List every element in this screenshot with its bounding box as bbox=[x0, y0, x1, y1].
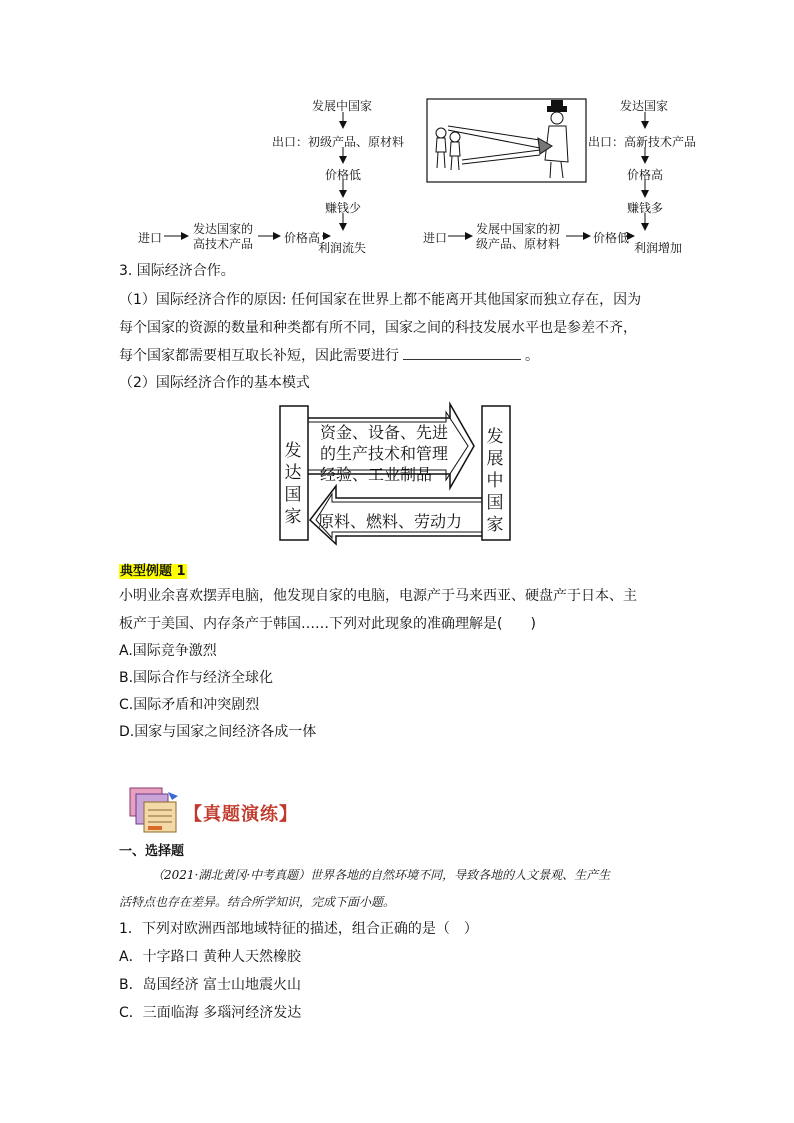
practice-option-b[interactable]: B．岛国经济 富士山地震火山 bbox=[119, 977, 302, 993]
left-import-goods-line1: 发达国家的 bbox=[193, 222, 254, 236]
flow-to-developing-line: 经验、工业制品 bbox=[320, 465, 433, 484]
trade-flow-arrows bbox=[0, 0, 794, 260]
left-price-label: 价格低 bbox=[325, 168, 362, 182]
right-result-label: 利润增加 bbox=[634, 241, 683, 255]
section-3-title: 3. 国际经济合作。 bbox=[119, 263, 235, 279]
example-tag bbox=[119, 560, 187, 579]
practice-question-1: 1．下列对欧洲西部地域特征的描述，组合正确的是（ ） bbox=[119, 921, 478, 937]
example-question-line1: 小明业余喜欢摆弄电脑，他发现自家的电脑，电源产于马来西亚、硬盘产于日本、主 bbox=[119, 588, 637, 604]
section-3-para1-line2: 每个国家的资源的数量和种类都有所不同，国家之间的科技发展水平也是参差不齐， bbox=[119, 320, 637, 336]
flow-to-developed: 原料、燃料、劳动力 bbox=[318, 512, 463, 531]
practice-option-c[interactable]: C．三面临海 多瑙河经济发达 bbox=[119, 1005, 302, 1021]
developed-country-char: 国 bbox=[284, 485, 302, 505]
developed-country-char: 发 bbox=[284, 441, 302, 461]
answer-blank[interactable] bbox=[403, 345, 521, 360]
developing-country-char: 家 bbox=[486, 515, 504, 535]
practice-option-a[interactable]: A．十字路口 黄种人天然橡胶 bbox=[119, 949, 302, 965]
developing-country-char: 中 bbox=[486, 471, 504, 491]
flow-to-developing-line: 资金、设备、先进 bbox=[320, 423, 449, 442]
right-price2-label: 价格低 bbox=[593, 231, 630, 245]
document-stack-icon bbox=[128, 786, 182, 836]
practice-header-title: 【真题演练】 bbox=[184, 804, 298, 825]
section-3-para1-line1: （1）国际经济合作的原因: 任何国家在世界上都不能离开其他国家而独立存在，因为 bbox=[119, 292, 642, 308]
right-import-goods-line2: 级产品、原材料 bbox=[476, 237, 561, 251]
developing-country-char: 展 bbox=[486, 449, 504, 469]
developing-country-box bbox=[484, 426, 506, 536]
example-question-line2: 板产于美国、内存条产于韩国……下列对此现象的准确理解是( ) bbox=[119, 616, 536, 632]
left-export-label: 出口：初级产品、原材料 bbox=[272, 135, 405, 149]
developing-country-char: 国 bbox=[486, 493, 504, 513]
developed-country-box bbox=[282, 440, 304, 528]
left-earn-label: 赚钱少 bbox=[325, 201, 362, 215]
right-import-label: 进口 bbox=[423, 231, 448, 245]
developing-country-char: 发 bbox=[486, 427, 504, 447]
section-3-para1-line3 bbox=[119, 345, 539, 366]
practice-intro-line2: 活特点也存在差异。结合所学知识，完成下面小题。 bbox=[119, 895, 396, 909]
left-price2-label: 价格高 bbox=[284, 231, 321, 245]
right-price-label: 价格高 bbox=[627, 168, 664, 182]
right-top-label: 发达国家 bbox=[620, 99, 669, 113]
section-3-para2: （2）国际经济合作的基本模式 bbox=[119, 375, 310, 391]
practice-section-title: 一、选择题 bbox=[119, 844, 185, 859]
left-import-goods-line2: 高技术产品 bbox=[193, 237, 254, 251]
section-3-para1-line3-text: 每个国家都需要相互取长补短，因此需要进行 bbox=[119, 348, 399, 364]
left-top-label: 发展中国家 bbox=[312, 99, 373, 113]
flow-to-developing bbox=[320, 422, 448, 485]
right-earn-label: 赚钱多 bbox=[627, 201, 664, 215]
left-result-label: 利润流失 bbox=[318, 241, 367, 255]
example-option-c[interactable]: C.国际矛盾和冲突剧烈 bbox=[119, 697, 260, 713]
left-import-label: 进口 bbox=[138, 231, 163, 245]
right-import-goods-line1: 发展中国家的初 bbox=[476, 222, 561, 236]
developed-country-char: 达 bbox=[284, 463, 302, 483]
example-option-a[interactable]: A.国际竞争激烈 bbox=[119, 643, 217, 659]
example-option-d[interactable]: D.国家与国家之间经济各成一体 bbox=[119, 724, 317, 740]
practice-intro-line1: （2021·湖北黄冈·中考真题）世界各地的自然环境不同，导致各地的人文景观、生产生 bbox=[152, 868, 611, 882]
trade-cartoon-illustration bbox=[427, 99, 586, 182]
developed-country-char: 家 bbox=[284, 507, 302, 527]
section-3-para1-end: 。 bbox=[525, 348, 539, 364]
flow-to-developing-line: 的生产技术和管理 bbox=[320, 444, 449, 463]
example-tag-label: 典型例题 1 bbox=[120, 564, 186, 579]
right-export-label: 出口：高新技术产品 bbox=[588, 135, 697, 149]
example-option-b[interactable]: B.国际合作与经济全球化 bbox=[119, 670, 274, 686]
